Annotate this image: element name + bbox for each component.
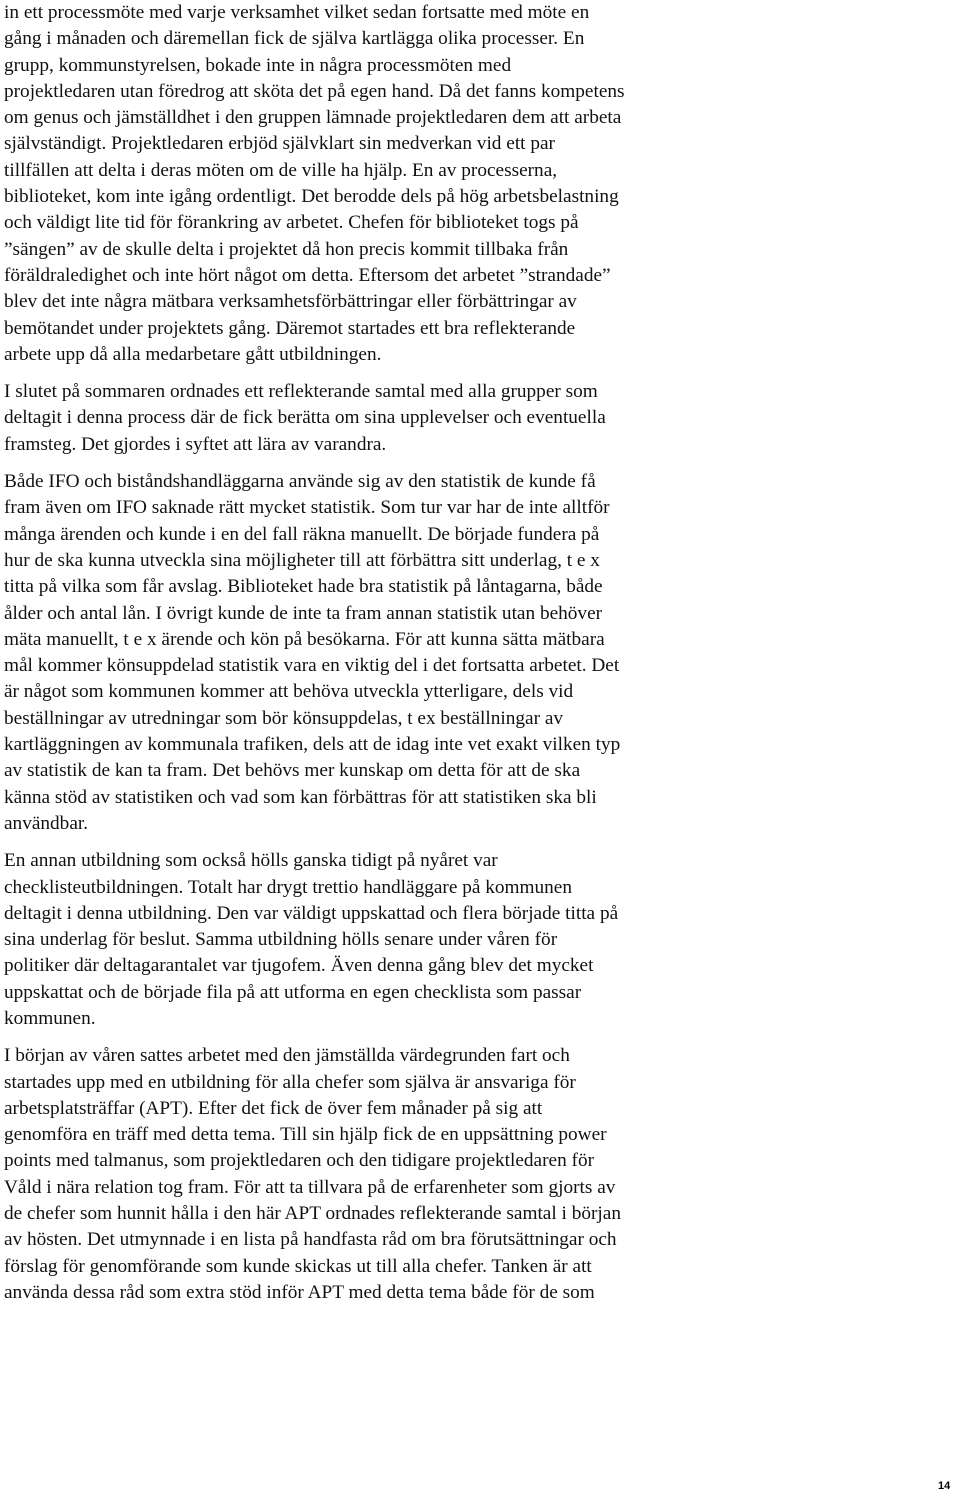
text-line: beställningar av utredningar som bör könsuppdelas, t ex beställningar av xyxy=(4,707,564,729)
text-line: mäta manuellt, t e x ärende och kön på besökarna. För att kunna sätta mätbara xyxy=(4,628,605,650)
text-line: ”sängen” av de skulle delta i projektet då hon precis kommit tillbaka från xyxy=(4,238,569,260)
text-line: användbar. xyxy=(4,812,89,834)
text-line: grupp, kommunstyrelsen, bokade inte in några processmöten med xyxy=(4,54,512,76)
text-line: checklisteutbildningen. Totalt har drygt trettio handläggare på kommunen xyxy=(4,876,573,898)
text-line: självständigt. Projektledaren erbjöd självklart sin medverkan vid ett par xyxy=(4,133,555,155)
paragraph-statistics xyxy=(4,469,934,837)
text-line: känna stöd av statistiken och vad som kan förbättras för att statistiken ska bli xyxy=(4,786,597,808)
text-line: points med talmanus, som projektledaren och den tidigare projektledaren för xyxy=(4,1150,595,1172)
text-line: Våld i nära relation tog fram. För att ta tillvara på de erfarenheter som gjorts av xyxy=(4,1176,616,1198)
text-line: En annan utbildning som också hölls ganska tidigt på nyåret var xyxy=(4,850,498,872)
text-line: Både IFO och biståndshandläggarna använde sig av den statistik de kunde få xyxy=(4,471,596,493)
text-line: politiker där deltagarantalet var tjugofem. Även denna gång blev det mycket xyxy=(4,955,594,977)
text-line: och väldigt lite tid för förankring av arbetet. Chefen för biblioteket togs på xyxy=(4,212,579,234)
text-line: kommunen. xyxy=(4,1007,96,1029)
document-page xyxy=(4,0,934,1317)
paragraph-process-meetings xyxy=(4,0,934,368)
text-line: I slutet på sommaren ordnades ett reflekterande samtal med alla grupper som xyxy=(4,381,598,403)
text-line: är något som kommunen kommer att behöva utveckla ytterligare, dels vid xyxy=(4,681,574,703)
text-line: om genus och jämställdhet i den gruppen lämnade projektledaren dem att arbeta xyxy=(4,107,622,129)
text-line: fram även om IFO saknade rätt mycket statistik. Som tur var har de inte alltför xyxy=(4,497,610,519)
text-line: mål kommer könsuppdelad statistik vara en viktig del i det fortsatta arbetet. Det xyxy=(4,655,620,677)
text-line: biblioteket, kom inte igång ordentligt. Det berodde dels på hög arbetsbelastning xyxy=(4,186,619,208)
text-line: bemötandet under projektets gång. Däremot startades ett bra reflekterande xyxy=(4,317,576,339)
page-number: 14 xyxy=(938,1480,951,1492)
text-line: I början av våren sattes arbetet med den jämställda värdegrunden fart och xyxy=(4,1045,570,1067)
text-line: projektledaren utan föredrog att sköta det på egen hand. Då det fanns kompetens xyxy=(4,80,625,102)
text-line: uppskattat och de började fila på att utforma en egen checklista som passar xyxy=(4,981,582,1003)
text-line: många ärenden och kunde i en del fall räkna manuellt. De började fundera på xyxy=(4,523,600,545)
text-line: titta på vilka som får avslag. Biblioteket hade bra statistik på låntagarna, både xyxy=(4,576,603,598)
text-line: arbetsplatsträffar (APT). Efter det fick de över fem månader på sig att xyxy=(4,1097,543,1119)
text-line: de chefer som hunnit hålla i den här APT ordnades reflekterande samtal i början xyxy=(4,1203,621,1225)
text-line: föräldraledighet och inte hört något om detta. Eftersom det arbetet ”strandade” xyxy=(4,264,611,286)
text-line: arbete upp då alla medarbetare gått utbildningen. xyxy=(4,343,382,365)
text-line: gång i månaden och däremellan fick de själva kartlägga olika processer. En xyxy=(4,28,585,50)
text-line: kartläggningen av kommunala trafiken, dels att de idag inte vet exakt vilken typ xyxy=(4,734,621,756)
text-line: deltagit i denna utbildning. Den var väldigt uppskattad och flera började titta på xyxy=(4,902,619,924)
text-line: ålder och antal lån. I övrigt kunde de inte ta fram annan statistik utan behöver xyxy=(4,602,603,624)
text-line: använda dessa råd som extra stöd inför APT med detta tema både för de som xyxy=(4,1281,595,1303)
text-line: blev det inte några mätbara verksamhetsförbättringar eller förbättringar av xyxy=(4,291,577,313)
text-line: av statistik de kan ta fram. Det behövs mer kunskap om detta för att de ska xyxy=(4,760,581,782)
text-line: hur de ska kunna utveckla sina möjligheter till att förbättra sitt underlag, t e x xyxy=(4,549,600,571)
text-line: genomföra en träff med detta tema. Till sin hjälp fick de en uppsättning power xyxy=(4,1124,607,1146)
text-line: förslag för genomförande som kunde skickas ut till alla chefer. Tanken är att xyxy=(4,1255,592,1277)
text-line: av hösten. Det utmynnade i en lista på handfasta råd om bra förutsättningar och xyxy=(4,1229,617,1251)
paragraph-checklist-training xyxy=(4,848,934,1032)
text-line: startades upp med en utbildning för alla chefer som själva är ansvariga för xyxy=(4,1071,576,1093)
text-line: in ett processmöte med varje verksamhet vilket sedan fortsatte med möte en xyxy=(4,2,590,23)
text-line: deltagit i denna process där de fick berätta om sina upplevelser och eventuella xyxy=(4,407,606,429)
paragraph-value-foundation xyxy=(4,1043,934,1306)
paragraph-reflective-talk xyxy=(4,379,934,458)
text-line: sina underlag för beslut. Samma utbildning hölls senare under våren för xyxy=(4,929,558,951)
text-line: framsteg. Det gjordes i syftet att lära av varandra. xyxy=(4,433,387,455)
text-line: tillfällen att delta i deras möten om de ville ha hjälp. En av processerna, xyxy=(4,159,558,181)
